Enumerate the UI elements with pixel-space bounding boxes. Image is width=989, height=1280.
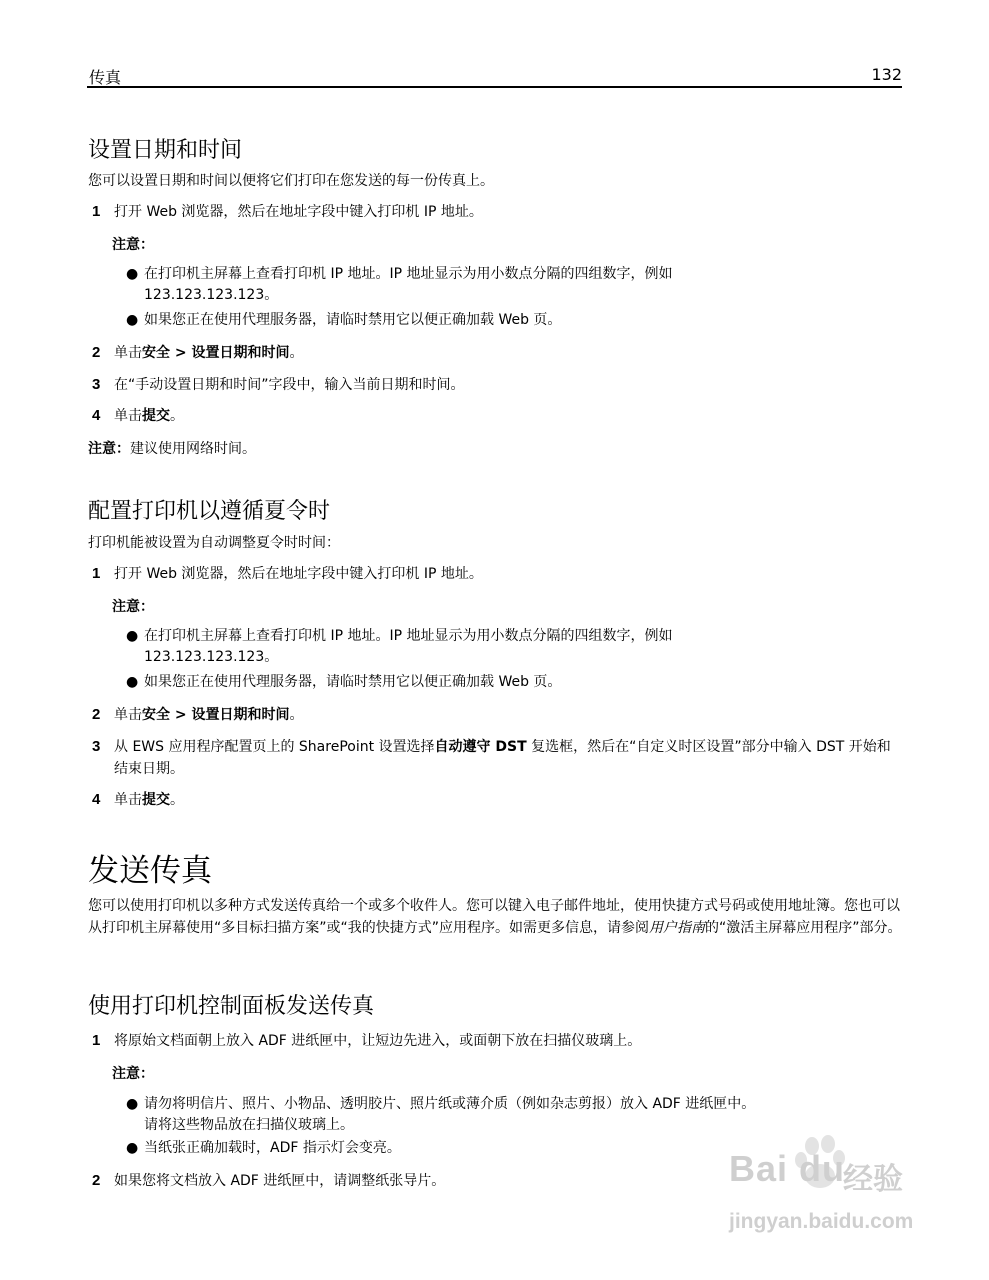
s4-step-1 xyxy=(92,1030,641,1052)
step-text-end: 。 xyxy=(170,408,184,424)
s1-step-3 xyxy=(92,374,465,396)
step-number: 4 xyxy=(92,407,101,424)
menu-path-security: 安全 xyxy=(142,345,170,361)
s2-step-4 xyxy=(92,789,184,811)
step-number: 1 xyxy=(92,1032,101,1049)
heading-daylight-saving: 配置打印机以遵循夏令时 xyxy=(88,499,331,524)
step-number: 4 xyxy=(92,791,101,808)
menu-path-security: 安全 xyxy=(142,707,170,723)
auto-dst-label: 自动遵守 DST xyxy=(434,739,527,755)
watermark-cn: 经验 xyxy=(843,1162,903,1197)
s2-step-2 xyxy=(92,704,303,726)
s2-step-3 xyxy=(92,736,899,780)
page-header xyxy=(87,64,902,88)
note-label: 注意： xyxy=(88,441,130,457)
step-text: 如果您将文档放入 ADF 进纸匣中，请调整纸张导片。 xyxy=(114,1173,446,1189)
step-text: 打开 Web 浏览器，然后在地址字段中键入打印机 IP 地址。 xyxy=(114,204,483,220)
menu-path-date-time: 设置日期和时间 xyxy=(191,345,290,361)
bullet-text: 如果您正在使用代理服务器，请临时禁用它以便正确加载 Web 页。 xyxy=(144,312,562,328)
submit-label: 提交 xyxy=(142,792,170,808)
bullet-text: 当纸张正确加载时，ADF 指示灯会变亮。 xyxy=(144,1140,401,1156)
s1-intro: 您可以设置日期和时间以便将它们打印在您发送的每一份传真上。 xyxy=(88,173,494,189)
header-section-title: 传真 xyxy=(89,68,122,87)
s1-step-1 xyxy=(92,201,483,223)
step-number: 3 xyxy=(92,376,101,393)
s2-step-1 xyxy=(92,563,483,585)
bullet-text: 请勿将明信片、照片、小物品、透明胶片、照片纸或薄介质（例如杂志剪报）放入 ADF 进纸匣中。 xyxy=(144,1096,756,1112)
baidu-jingyan-watermark xyxy=(711,1134,921,1260)
step-text: 打开 Web 浏览器，然后在地址字段中键入打印机 IP 地址。 xyxy=(114,566,483,582)
s4-step-2 xyxy=(92,1170,445,1192)
menu-path-date-time: 设置日期和时间 xyxy=(191,707,290,723)
paragraph-text: 您可以使用打印机以多种方式发送传真给一个或多个收件人。您可以键入电子邮件地址，使用快捷方式号码或使用地址簿。您也可以从打印机主屏幕使用“多目标扫描方案”或“我的快捷方式”应用程序。如需更多信息，请参阅 xyxy=(88,898,900,936)
s4-note-label: 注意： xyxy=(112,1066,154,1082)
menu-path-separator: > xyxy=(170,707,192,723)
s4-bullet-2 xyxy=(126,1138,401,1159)
s2-intro: 打印机能被设置为自动调整夏令时时间： xyxy=(88,535,340,551)
step-text: 将原始文档面朝上放入 ADF 进纸匣中，让短边先进入，或面朝下放在扫描仪玻璃上。 xyxy=(114,1033,642,1049)
step-text: 从 EWS 应用程序配置页上的 SharePoint 设置选择 xyxy=(114,739,435,755)
watermark-url: jingyan.baidu.com xyxy=(729,1210,914,1233)
bullet-dot: ● xyxy=(126,1140,139,1156)
step-text: 单击 xyxy=(114,707,142,723)
menu-path-separator: > xyxy=(170,345,192,361)
step-number: 2 xyxy=(92,344,101,361)
s1-bullet-1 xyxy=(126,264,673,306)
step-number: 2 xyxy=(92,706,101,723)
bullet-dot: ● xyxy=(126,1096,139,1112)
step-number: 1 xyxy=(92,565,101,582)
step-text-end: 。 xyxy=(289,707,304,723)
s2-bullet-2 xyxy=(126,672,561,693)
bullet-dot: ● xyxy=(126,674,139,690)
step-text: 单击 xyxy=(114,792,142,808)
s1-note-label: 注意： xyxy=(112,237,154,253)
step-text-end: 。 xyxy=(170,792,184,808)
bullet-text: 在打印机主屏幕上查看打印机 IP 地址。IP 地址显示为用小数点分隔的四组数字，例如 xyxy=(144,266,673,282)
s1-step-2 xyxy=(92,342,303,364)
step-text: 单击 xyxy=(114,408,142,424)
bullet-text: 如果您正在使用代理服务器，请临时禁用它以便正确加载 Web 页。 xyxy=(144,674,562,690)
s2-note-label: 注意： xyxy=(112,599,154,615)
paragraph-text-end: 的“激活主屏幕应用程序”部分。 xyxy=(705,920,902,936)
step-text: 单击 xyxy=(114,345,142,361)
step-text: 在“手动设置日期和时间”字段中，输入当前日期和时间。 xyxy=(114,377,465,393)
s2-bullet-1 xyxy=(126,626,673,668)
user-guide-reference: 用户指南 xyxy=(649,920,706,936)
bullet-text: 在打印机主屏幕上查看打印机 IP 地址。IP 地址显示为用小数点分隔的四组数字，例如 xyxy=(144,628,673,644)
bullet-text-cont: 123.123.123.123。 xyxy=(144,287,279,303)
step-text-end: 复选框，然后在“自定义时区设置”部分中输入 DST 开始和结束日期。 xyxy=(114,739,891,777)
bullet-text-cont: 请将这些物品放在扫描仪玻璃上。 xyxy=(144,1117,354,1133)
step-number: 1 xyxy=(92,203,101,220)
submit-label: 提交 xyxy=(142,408,170,424)
s1-bullet-2 xyxy=(126,310,561,331)
s3-paragraph xyxy=(88,895,903,939)
step-text-end: 。 xyxy=(289,345,304,361)
step-number: 3 xyxy=(92,738,101,755)
page-number: 132 xyxy=(871,65,902,84)
step-number: 2 xyxy=(92,1172,101,1189)
s1-final-note xyxy=(88,438,256,460)
s1-step-4 xyxy=(92,405,184,427)
heading-set-date-time: 设置日期和时间 xyxy=(88,138,243,163)
watermark-brand: Bai du xyxy=(729,1148,846,1189)
note-text: 建议使用网络时间。 xyxy=(130,441,256,457)
heading-send-fax-control-panel: 使用打印机控制面板发送传真 xyxy=(88,994,375,1019)
bullet-dot: ● xyxy=(126,266,139,282)
bullet-dot: ● xyxy=(126,628,139,644)
heading-send-fax: 发送传真 xyxy=(88,853,212,889)
s4-bullet-1 xyxy=(126,1094,755,1136)
bullet-dot: ● xyxy=(126,312,139,328)
bullet-text-cont: 123.123.123.123。 xyxy=(144,649,279,665)
